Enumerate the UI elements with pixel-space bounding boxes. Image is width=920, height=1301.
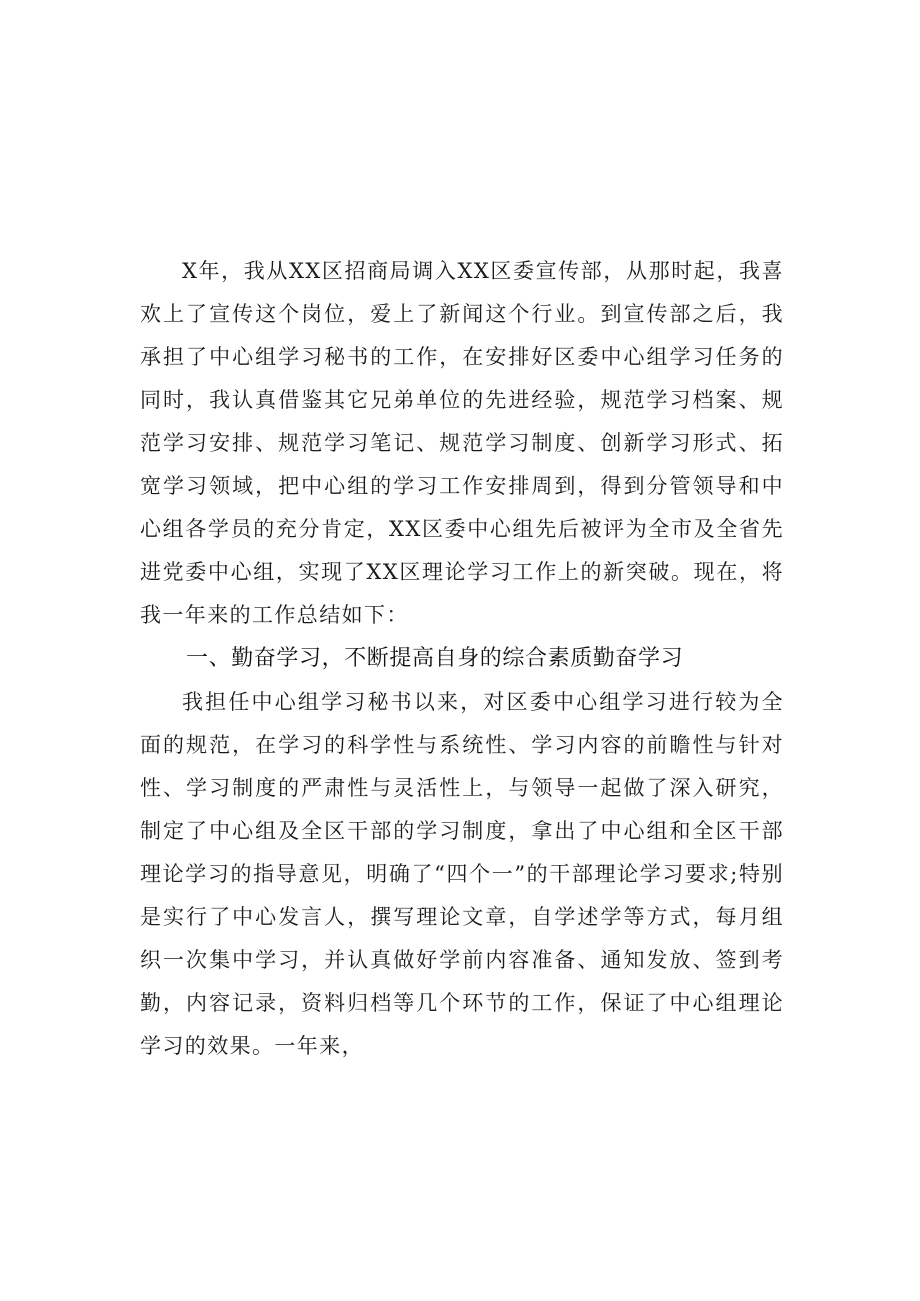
intro-paragraph: X年，我从XX区招商局调入XX区委宣传部，从那时起，我喜欢上了宣传这个岗位，爱上了新闻这个行业。到宣传部之后，我承担了中心组学习秘书的工作，在安排好区委中心组学习任务的同时，我认真借鉴其它兄弟单位的先进经验，规范学习档案、规范学习安排、规范学习笔记、规范学习制度、创新学习形式、拓宽学习领域，把中心组的学习工作安排周到，得到分管领导和中心组各学员的充分肯定，XX区委中心组先后被评为全市及全省先进党委中心组，实现了XX区理论学习工作上的新突破。现在，将我一年来的工作总结如下： — [140, 259, 784, 627]
section-heading-1: 一、勤奋学习，不断提高自身的综合素质勤奋学习 — [186, 646, 684, 671]
document-body — [140, 250, 784, 1068]
section-1-paragraph: 我担任中心组学习秘书以来，对区委中心组学习进行较为全面的规范，在学习的科学性与系统性、学习内容的前瞻性与针对性、学习制度的严肃性与灵活性上，与领导一起做了深入研究，制定了中心组及全区干部的学习制度，拿出了中心组和全区干部理论学习的指导意见，明确了“四个一”的干部理论学习要求;特别是实行了中心发言人，撰写理论文章，自学述学等方式，每月组织一次集中学习，并认真做好学前内容准备、通知发放、签到考勤，内容记录，资料归档等几个环节的工作，保证了中心组理论学习的效果。一年来， — [140, 690, 784, 1058]
